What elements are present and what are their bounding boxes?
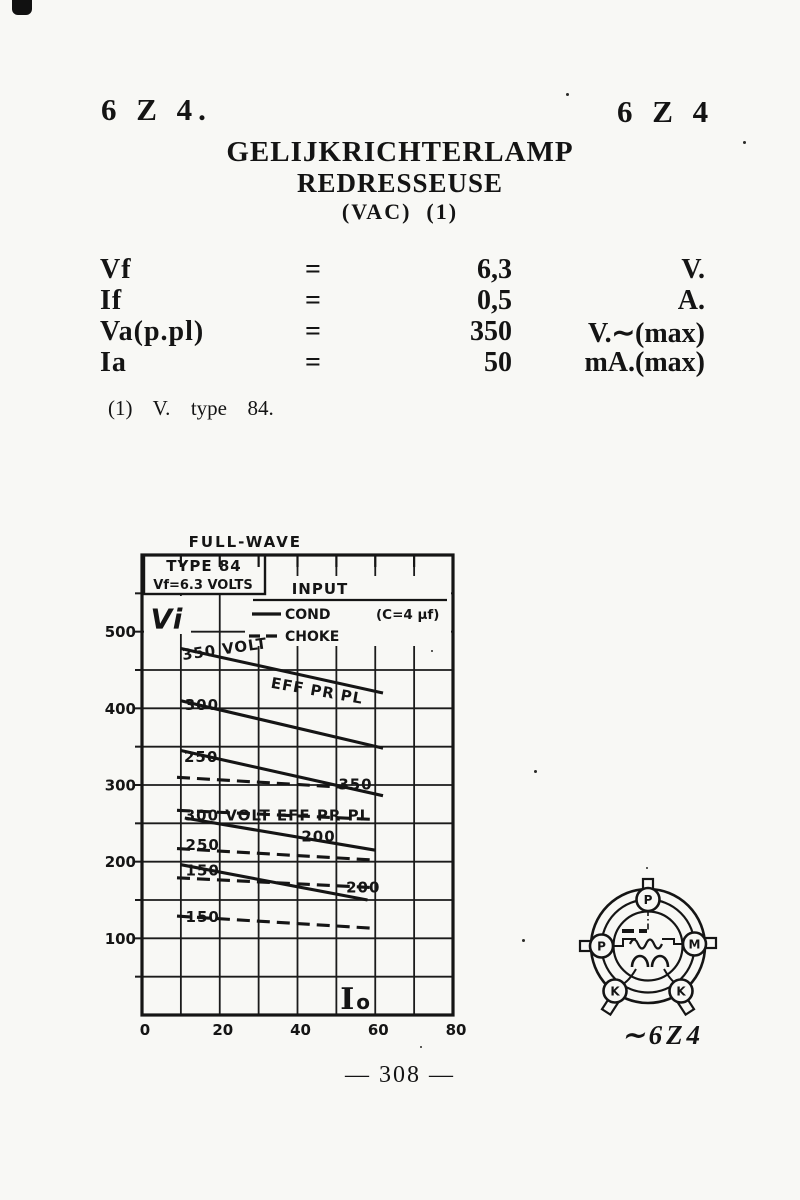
- x-tick-label: 80: [445, 1021, 467, 1039]
- scan-speck: [566, 93, 569, 96]
- equals-sign: =: [305, 285, 321, 316]
- scan-speck: [646, 867, 648, 869]
- spec-unit: V.∼(max): [587, 318, 705, 349]
- pin-label-right: M: [688, 937, 701, 952]
- x-axis-label: Io: [340, 981, 371, 1017]
- spec-value: 350: [470, 316, 512, 347]
- equals-sign: =: [305, 316, 321, 347]
- socket-caption: [583, 1020, 743, 1051]
- x-tick-label: 40: [290, 1021, 311, 1039]
- curve-label: 150: [185, 861, 220, 880]
- legend-label-choke: CHOKE: [285, 629, 340, 645]
- tube-code-left: 6 Z 4.: [101, 92, 212, 127]
- pin-label-bottom-left: K: [610, 984, 620, 999]
- spec-row-va: [100, 316, 712, 347]
- page-number: — 308 —: [345, 1062, 455, 1088]
- y-tick-label: 300: [104, 776, 136, 795]
- title-maker: (VAC) (1): [341, 199, 459, 224]
- spec-row-if: [100, 285, 712, 316]
- scan-speck: [743, 141, 746, 144]
- scan-speck: [420, 1046, 422, 1048]
- curve-label: 350: [338, 775, 373, 794]
- curve-label: 200: [346, 878, 381, 897]
- y-tick-label: 200: [104, 853, 136, 872]
- legend-label-cond: COND: [285, 607, 331, 623]
- legend-note: (C=4 μf): [376, 607, 440, 623]
- pin-label-top: P: [643, 893, 653, 907]
- spec-unit: mA.(max): [584, 347, 705, 378]
- spec-param: If: [100, 285, 123, 316]
- spec-param: Vf: [100, 254, 132, 285]
- curve-label: 150: [185, 908, 220, 927]
- curve-label: 300 VOLT EFF PR PL: [184, 806, 371, 825]
- schematic-marks: [622, 929, 647, 933]
- pin-label-left: P: [597, 939, 606, 954]
- chart-title: FULL-WAVE: [188, 533, 303, 551]
- title-dutch: GELIJKRICHTERLAMP: [226, 136, 574, 168]
- scan-speck: [431, 650, 433, 652]
- chart-canvas: [95, 528, 475, 1043]
- curve-label: 200: [301, 827, 336, 846]
- equals-sign: =: [305, 347, 321, 378]
- spec-unit: A.: [677, 285, 705, 316]
- y-tick-label: 400: [104, 699, 136, 718]
- socket-diagram: [572, 866, 724, 1028]
- inset-type: TYPE 84: [166, 557, 242, 575]
- curve-label: 250: [185, 836, 220, 855]
- spec-param: Va(p.pl): [100, 316, 205, 347]
- y-axis-label: Vi: [150, 602, 184, 636]
- spec-row-vf: [100, 254, 712, 285]
- y-tick-label: 500: [104, 623, 136, 642]
- scan-speck: [522, 939, 525, 942]
- spec-value: 50: [484, 347, 512, 378]
- pin-label-bottom-right: K: [676, 984, 686, 999]
- scan-speck: [534, 770, 537, 773]
- spec-table: [100, 254, 712, 378]
- x-tick-label: 0: [139, 1021, 151, 1039]
- caption-text: 6Z4: [648, 1020, 705, 1050]
- spec-value: 6,3: [477, 254, 512, 285]
- y-tick-label: 100: [104, 929, 136, 948]
- spec-param: Ia: [100, 347, 127, 378]
- caption-squiggle: ∼: [621, 1020, 649, 1050]
- curve-label: EFF PR PL: [269, 673, 365, 708]
- tube-code-right: 6 Z 4: [617, 94, 715, 129]
- socket-canvas: [572, 866, 724, 1028]
- title-french: REDRESSEUSE: [296, 168, 504, 198]
- spec-value: 0,5: [477, 285, 512, 316]
- scan-artifact: [12, 0, 32, 15]
- spec-unit: V.: [681, 254, 705, 285]
- curve-label: 350 VOLT: [180, 634, 269, 664]
- legend-heading: INPUT: [291, 580, 349, 598]
- spec-row-ia: [100, 347, 712, 378]
- curve-label: 250: [183, 748, 219, 766]
- curve-label: 300: [184, 695, 220, 714]
- x-tick-label: 60: [367, 1021, 389, 1039]
- footnote: (1) V. type 84.: [108, 396, 274, 420]
- equals-sign: =: [305, 254, 321, 285]
- inset-vf: Vf=6.3 VOLTS: [153, 578, 253, 593]
- rectifier-output-chart: [95, 528, 475, 1043]
- x-tick-label: 20: [212, 1021, 234, 1039]
